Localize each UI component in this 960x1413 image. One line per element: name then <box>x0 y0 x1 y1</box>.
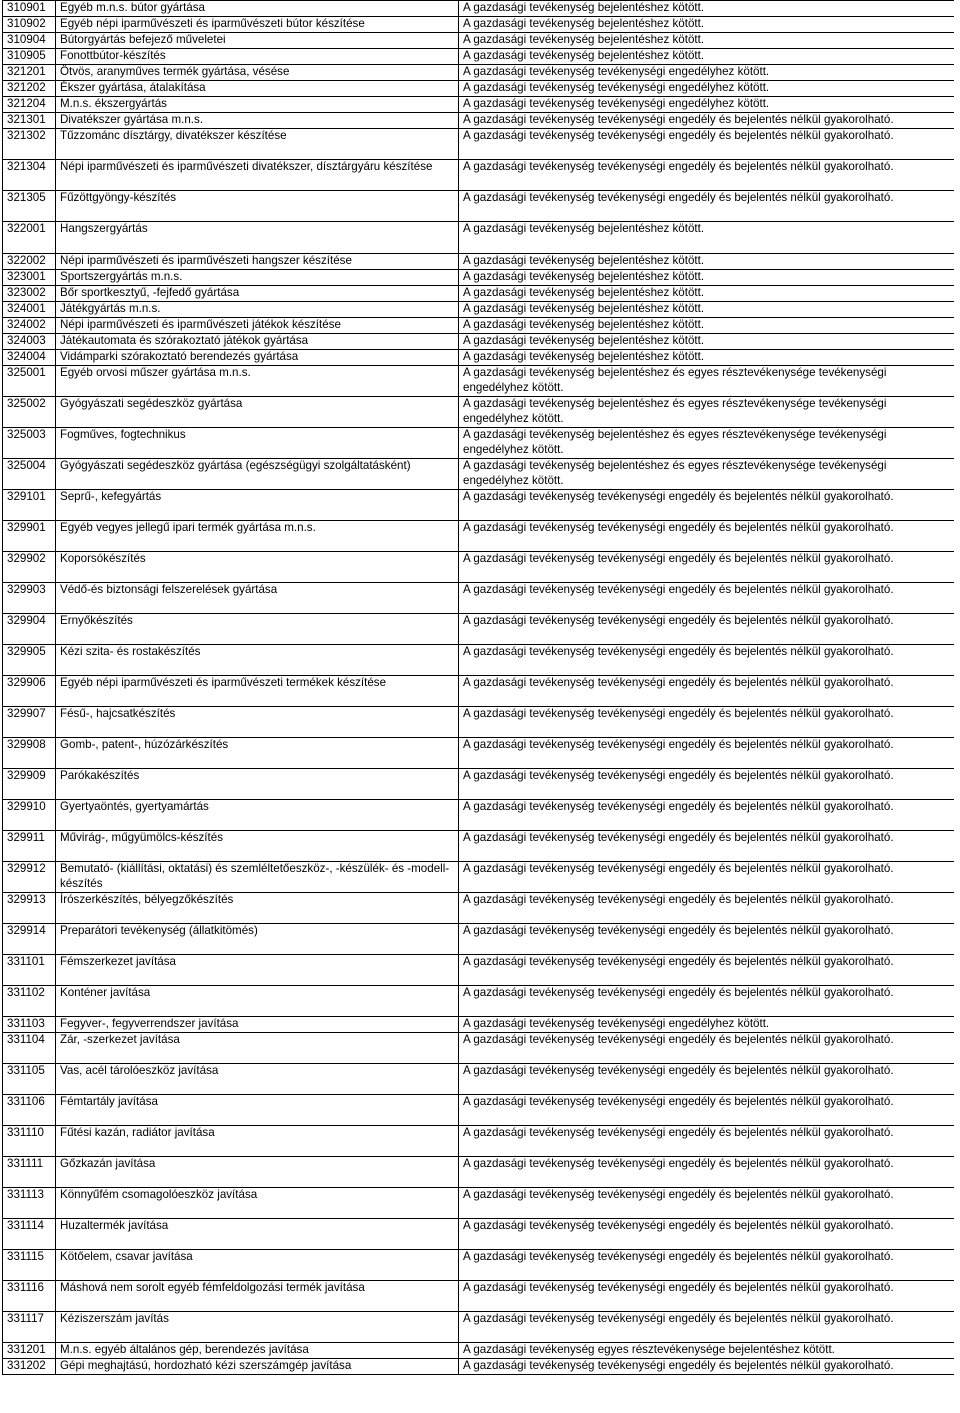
activity-code: 331117 <box>3 1312 56 1343</box>
activity-status: A gazdasági tevékenység bejelentéshez kötött. <box>459 1 955 17</box>
activity-code: 331201 <box>3 1343 56 1359</box>
activity-code: 331104 <box>3 1033 56 1064</box>
activity-name: Huzaltermék javítása <box>56 1219 459 1250</box>
activity-status: A gazdasági tevékenység tevékenységi engedélyhez kötött. <box>459 1017 955 1033</box>
table-row <box>3 986 955 1017</box>
activity-name: Egyéb népi iparművészeti és iparművészeti bútor készítése <box>56 17 459 33</box>
activity-code: 331110 <box>3 1126 56 1157</box>
activity-name: Fésű-, hajcsatkészítés <box>56 707 459 738</box>
activity-status: A gazdasági tevékenység tevékenységi engedély és bejelentés nélkül gyakorolható. <box>459 893 955 924</box>
activity-table-body <box>3 1 955 1375</box>
activity-status: A gazdasági tevékenység tevékenységi engedély és bejelentés nélkül gyakorolható. <box>459 862 955 893</box>
table-row <box>3 1281 955 1312</box>
activity-status: A gazdasági tevékenység tevékenységi engedély és bejelentés nélkül gyakorolható. <box>459 676 955 707</box>
table-row <box>3 1312 955 1343</box>
activity-code: 325003 <box>3 428 56 459</box>
activity-table <box>2 0 954 1375</box>
activity-status: A gazdasági tevékenység bejelentéshez kötött. <box>459 33 955 49</box>
activity-name: Fegyver-, fegyverrendszer javítása <box>56 1017 459 1033</box>
activity-status: A gazdasági tevékenység tevékenységi engedély és bejelentés nélkül gyakorolható. <box>459 521 955 552</box>
activity-name: Fűzöttgyöngy-készítés <box>56 191 459 222</box>
activity-status: A gazdasági tevékenység tevékenységi engedély és bejelentés nélkül gyakorolható. <box>459 800 955 831</box>
activity-name: Bemutató- (kiállítási, oktatási) és szemléltetőeszköz-, -készülék- és -modell-készítés <box>56 862 459 893</box>
activity-name: Népi iparművészeti és iparművészeti játékok készítése <box>56 318 459 334</box>
activity-code: 329907 <box>3 707 56 738</box>
activity-status: A gazdasági tevékenység tevékenységi engedély és bejelentés nélkül gyakorolható. <box>459 1126 955 1157</box>
activity-name: Egyéb m.n.s. bútor gyártása <box>56 1 459 17</box>
activity-code: 329908 <box>3 738 56 769</box>
activity-code: 324002 <box>3 318 56 334</box>
activity-name: Preparátori tevékenység (állatkitömés) <box>56 924 459 955</box>
table-row <box>3 583 955 614</box>
activity-code: 331116 <box>3 1281 56 1312</box>
activity-code: 329901 <box>3 521 56 552</box>
activity-name: Bőr sportkesztyű, -fejfedő gyártása <box>56 286 459 302</box>
activity-name: Játékgyártás m.n.s. <box>56 302 459 318</box>
activity-status: A gazdasági tevékenység bejelentéshez és egyes résztevékenysége tevékenységi engedélyhez kötött. <box>459 366 955 397</box>
activity-code: 331202 <box>3 1359 56 1375</box>
activity-name: Divatékszer gyártása m.n.s. <box>56 113 459 129</box>
activity-status: A gazdasági tevékenység bejelentéshez kötött. <box>459 350 955 366</box>
activity-code: 329905 <box>3 645 56 676</box>
activity-status: A gazdasági tevékenység bejelentéshez kötött. <box>459 318 955 334</box>
table-row <box>3 552 955 583</box>
table-row <box>3 33 955 49</box>
activity-status: A gazdasági tevékenység tevékenységi engedély és bejelentés nélkül gyakorolható. <box>459 986 955 1017</box>
table-row <box>3 490 955 521</box>
activity-code: 329904 <box>3 614 56 645</box>
activity-status: A gazdasági tevékenység tevékenységi engedély és bejelentés nélkül gyakorolható. <box>459 924 955 955</box>
activity-status: A gazdasági tevékenység tevékenységi engedély és bejelentés nélkül gyakorolható. <box>459 191 955 222</box>
activity-code: 323002 <box>3 286 56 302</box>
activity-status: A gazdasági tevékenység tevékenységi engedélyhez kötött. <box>459 65 955 81</box>
activity-status: A gazdasági tevékenység bejelentéshez és egyes résztevékenysége tevékenységi engedélyhez kötött. <box>459 459 955 490</box>
table-row <box>3 1157 955 1188</box>
activity-name: Ernyőkészítés <box>56 614 459 645</box>
activity-name: Hangszergyártás <box>56 222 459 254</box>
activity-code: 331113 <box>3 1188 56 1219</box>
activity-code: 321304 <box>3 160 56 191</box>
activity-code: 310905 <box>3 49 56 65</box>
activity-status: A gazdasági tevékenység tevékenységi engedély és bejelentés nélkül gyakorolható. <box>459 160 955 191</box>
activity-name: Fűtési kazán, radiátor javítása <box>56 1126 459 1157</box>
activity-status: A gazdasági tevékenység tevékenységi engedély és bejelentés nélkül gyakorolható. <box>459 1219 955 1250</box>
table-row <box>3 676 955 707</box>
activity-name: Gyógyászati segédeszköz gyártása <box>56 397 459 428</box>
activity-status: A gazdasági tevékenység tevékenységi engedély és bejelentés nélkül gyakorolható. <box>459 645 955 676</box>
activity-name: Vas, acél tárolóeszköz javítása <box>56 1064 459 1095</box>
activity-code: 329911 <box>3 831 56 862</box>
table-row <box>3 862 955 893</box>
activity-name: Egyéb népi iparművészeti és iparművészeti termékek készítése <box>56 676 459 707</box>
activity-code: 324003 <box>3 334 56 350</box>
activity-status: A gazdasági tevékenység tevékenységi engedély és bejelentés nélkül gyakorolható. <box>459 955 955 986</box>
activity-name: Gomb-, patent-, húzózárkészítés <box>56 738 459 769</box>
activity-code: 322002 <box>3 254 56 270</box>
activity-name: Fogműves, fogtechnikus <box>56 428 459 459</box>
table-row <box>3 286 955 302</box>
activity-name: Kötőelem, csavar javítása <box>56 1250 459 1281</box>
activity-code: 325002 <box>3 397 56 428</box>
activity-code: 329914 <box>3 924 56 955</box>
activity-code: 321305 <box>3 191 56 222</box>
activity-status: A gazdasági tevékenység tevékenységi engedély és bejelentés nélkül gyakorolható. <box>459 738 955 769</box>
activity-code: 331102 <box>3 986 56 1017</box>
activity-status: A gazdasági tevékenység bejelentéshez és egyes résztevékenysége tevékenységi engedélyhez kötött. <box>459 428 955 459</box>
activity-name: Ékszer gyártása, átalakítása <box>56 81 459 97</box>
activity-name: Kéziszerszám javítás <box>56 1312 459 1343</box>
table-row <box>3 81 955 97</box>
activity-name: Máshová nem sorolt egyéb fémfeldolgozási termék javítása <box>56 1281 459 1312</box>
activity-code: 329912 <box>3 862 56 893</box>
activity-status: A gazdasági tevékenység tevékenységi engedély és bejelentés nélkül gyakorolható. <box>459 129 955 160</box>
activity-name: Írószerkészítés, bélyegzőkészítés <box>56 893 459 924</box>
activity-code: 331106 <box>3 1095 56 1126</box>
table-row <box>3 318 955 334</box>
activity-code: 329906 <box>3 676 56 707</box>
table-row <box>3 1188 955 1219</box>
activity-code: 310902 <box>3 17 56 33</box>
activity-name: Gyertyaöntés, gyertyamártás <box>56 800 459 831</box>
activity-code: 331114 <box>3 1219 56 1250</box>
table-row <box>3 302 955 318</box>
activity-status: A gazdasági tevékenység bejelentéshez kötött. <box>459 17 955 33</box>
activity-code: 323001 <box>3 270 56 286</box>
activity-code: 329910 <box>3 800 56 831</box>
table-row <box>3 1033 955 1064</box>
activity-status: A gazdasági tevékenység tevékenységi engedély és bejelentés nélkül gyakorolható. <box>459 583 955 614</box>
activity-name: Parókakészítés <box>56 769 459 800</box>
table-row <box>3 397 955 428</box>
activity-name: Fonottbútor-készítés <box>56 49 459 65</box>
activity-status: A gazdasági tevékenység tevékenységi engedélyhez kötött. <box>459 81 955 97</box>
activity-code: 324004 <box>3 350 56 366</box>
activity-name: Művirág-, műgyümölcs-készítés <box>56 831 459 862</box>
table-row <box>3 645 955 676</box>
table-row <box>3 191 955 222</box>
table-row <box>3 1126 955 1157</box>
activity-status: A gazdasági tevékenység tevékenységi engedély és bejelentés nélkül gyakorolható. <box>459 113 955 129</box>
table-row <box>3 1250 955 1281</box>
activity-name: Népi iparművészeti és iparművészeti divatékszer, dísztárgyáru készítése <box>56 160 459 191</box>
activity-status: A gazdasági tevékenység bejelentéshez kötött. <box>459 49 955 65</box>
activity-name: Fémtartály javítása <box>56 1095 459 1126</box>
activity-name: Védő-és biztonsági felszerelések gyártása <box>56 583 459 614</box>
table-row <box>3 614 955 645</box>
table-row <box>3 222 955 254</box>
activity-code: 331101 <box>3 955 56 986</box>
table-row <box>3 366 955 397</box>
table-row <box>3 113 955 129</box>
activity-status: A gazdasági tevékenység tevékenységi engedély és bejelentés nélkül gyakorolható. <box>459 1095 955 1126</box>
activity-name: Gőzkazán javítása <box>56 1157 459 1188</box>
activity-code: 325001 <box>3 366 56 397</box>
activity-status: A gazdasági tevékenység tevékenységi engedély és bejelentés nélkül gyakorolható. <box>459 1033 955 1064</box>
activity-name: Seprű-, kefegyártás <box>56 490 459 521</box>
activity-status: A gazdasági tevékenység tevékenységi engedély és bejelentés nélkül gyakorolható. <box>459 1281 955 1312</box>
table-row <box>3 65 955 81</box>
activity-name: Fémszerkezet javítása <box>56 955 459 986</box>
table-row <box>3 129 955 160</box>
activity-code: 329909 <box>3 769 56 800</box>
activity-status: A gazdasági tevékenység tevékenységi engedély és bejelentés nélkül gyakorolható. <box>459 552 955 583</box>
activity-name: Könnyűfém csomagolóeszköz javítása <box>56 1188 459 1219</box>
table-row <box>3 1017 955 1033</box>
activity-status: A gazdasági tevékenység bejelentéshez kötött. <box>459 270 955 286</box>
activity-code: 321202 <box>3 81 56 97</box>
activity-status: A gazdasági tevékenység tevékenységi engedély és bejelentés nélkül gyakorolható. <box>459 1312 955 1343</box>
activity-status: A gazdasági tevékenység tevékenységi engedély és bejelentés nélkül gyakorolható. <box>459 831 955 862</box>
activity-status: A gazdasági tevékenység tevékenységi engedély és bejelentés nélkül gyakorolható. <box>459 769 955 800</box>
activity-code: 329913 <box>3 893 56 924</box>
activity-code: 321302 <box>3 129 56 160</box>
activity-status: A gazdasági tevékenység bejelentéshez kötött. <box>459 286 955 302</box>
table-row <box>3 17 955 33</box>
table-row <box>3 254 955 270</box>
activity-status: A gazdasági tevékenység tevékenységi engedély és bejelentés nélkül gyakorolható. <box>459 1157 955 1188</box>
activity-name: Népi iparművészeti és iparművészeti hangszer készítése <box>56 254 459 270</box>
activity-code: 322001 <box>3 222 56 254</box>
table-row <box>3 160 955 191</box>
table-row <box>3 350 955 366</box>
activity-name: Gyógyászati segédeszköz gyártása (egészségügyi szolgáltatásként) <box>56 459 459 490</box>
activity-code: 321301 <box>3 113 56 129</box>
activity-name: Tűzzománc dísztárgy, divatékszer készítése <box>56 129 459 160</box>
activity-code: 321204 <box>3 97 56 113</box>
activity-code: 329902 <box>3 552 56 583</box>
table-row <box>3 1 955 17</box>
table-row <box>3 270 955 286</box>
table-row <box>3 924 955 955</box>
activity-name: Konténer javítása <box>56 986 459 1017</box>
activity-code: 321201 <box>3 65 56 81</box>
activity-code: 331115 <box>3 1250 56 1281</box>
table-row <box>3 800 955 831</box>
table-row <box>3 769 955 800</box>
activity-name: Ötvös, aranyműves termék gyártása, vésése <box>56 65 459 81</box>
table-row <box>3 738 955 769</box>
activity-name: Koporsókészítés <box>56 552 459 583</box>
activity-status: A gazdasági tevékenység egyes résztevékenysége bejelentéshez kötött. <box>459 1343 955 1359</box>
activity-code: 331111 <box>3 1157 56 1188</box>
table-row <box>3 1219 955 1250</box>
activity-status: A gazdasági tevékenység bejelentéshez kötött. <box>459 334 955 350</box>
activity-status: A gazdasági tevékenység bejelentéshez kötött. <box>459 254 955 270</box>
activity-name: M.n.s. egyéb általános gép, berendezés javítása <box>56 1343 459 1359</box>
table-row <box>3 831 955 862</box>
table-row <box>3 334 955 350</box>
activity-name: M.n.s. ékszergyártás <box>56 97 459 113</box>
table-row <box>3 97 955 113</box>
activity-name: Zár, -szerkezet javítása <box>56 1033 459 1064</box>
activity-code: 331105 <box>3 1064 56 1095</box>
activity-status: A gazdasági tevékenység tevékenységi engedély és bejelentés nélkül gyakorolható. <box>459 1188 955 1219</box>
activity-status: A gazdasági tevékenység tevékenységi engedély és bejelentés nélkül gyakorolható. <box>459 707 955 738</box>
activity-code: 310901 <box>3 1 56 17</box>
table-row <box>3 1359 955 1375</box>
table-row <box>3 521 955 552</box>
table-row <box>3 707 955 738</box>
table-row <box>3 1064 955 1095</box>
activity-status: A gazdasági tevékenység tevékenységi engedélyhez kötött. <box>459 97 955 113</box>
activity-status: A gazdasági tevékenység tevékenységi engedély és bejelentés nélkül gyakorolható. <box>459 1359 955 1375</box>
activity-code: 310904 <box>3 33 56 49</box>
activity-status: A gazdasági tevékenység tevékenységi engedély és bejelentés nélkül gyakorolható. <box>459 490 955 521</box>
activity-code: 329903 <box>3 583 56 614</box>
activity-status: A gazdasági tevékenység tevékenységi engedély és bejelentés nélkül gyakorolható. <box>459 1250 955 1281</box>
activity-code: 331103 <box>3 1017 56 1033</box>
activity-code: 325004 <box>3 459 56 490</box>
activity-name: Egyéb vegyes jellegű ipari termék gyártása m.n.s. <box>56 521 459 552</box>
table-row <box>3 49 955 65</box>
table-row <box>3 955 955 986</box>
activity-name: Egyéb orvosi műszer gyártása m.n.s. <box>56 366 459 397</box>
activity-name: Sportszergyártás m.n.s. <box>56 270 459 286</box>
activity-status: A gazdasági tevékenység tevékenységi engedély és bejelentés nélkül gyakorolható. <box>459 614 955 645</box>
activity-status: A gazdasági tevékenység bejelentéshez és egyes résztevékenysége tevékenységi engedélyhez kötött. <box>459 397 955 428</box>
activity-name: Bútorgyártás befejező műveletei <box>56 33 459 49</box>
activity-code: 324001 <box>3 302 56 318</box>
activity-status: A gazdasági tevékenység bejelentéshez kötött. <box>459 302 955 318</box>
table-row <box>3 1343 955 1359</box>
activity-name: Gépi meghajtású, hordozható kézi szerszámgép javítása <box>56 1359 459 1375</box>
table-row <box>3 893 955 924</box>
table-row <box>3 459 955 490</box>
activity-name: Játékautomata és szórakoztató játékok gyártása <box>56 334 459 350</box>
activity-name: Kézi szita- és rostakészítés <box>56 645 459 676</box>
activity-code: 329101 <box>3 490 56 521</box>
table-row <box>3 1095 955 1126</box>
table-row <box>3 428 955 459</box>
activity-name: Vidámparki szórakoztató berendezés gyártása <box>56 350 459 366</box>
activity-status: A gazdasági tevékenység bejelentéshez kötött. <box>459 222 955 254</box>
activity-status: A gazdasági tevékenység tevékenységi engedély és bejelentés nélkül gyakorolható. <box>459 1064 955 1095</box>
